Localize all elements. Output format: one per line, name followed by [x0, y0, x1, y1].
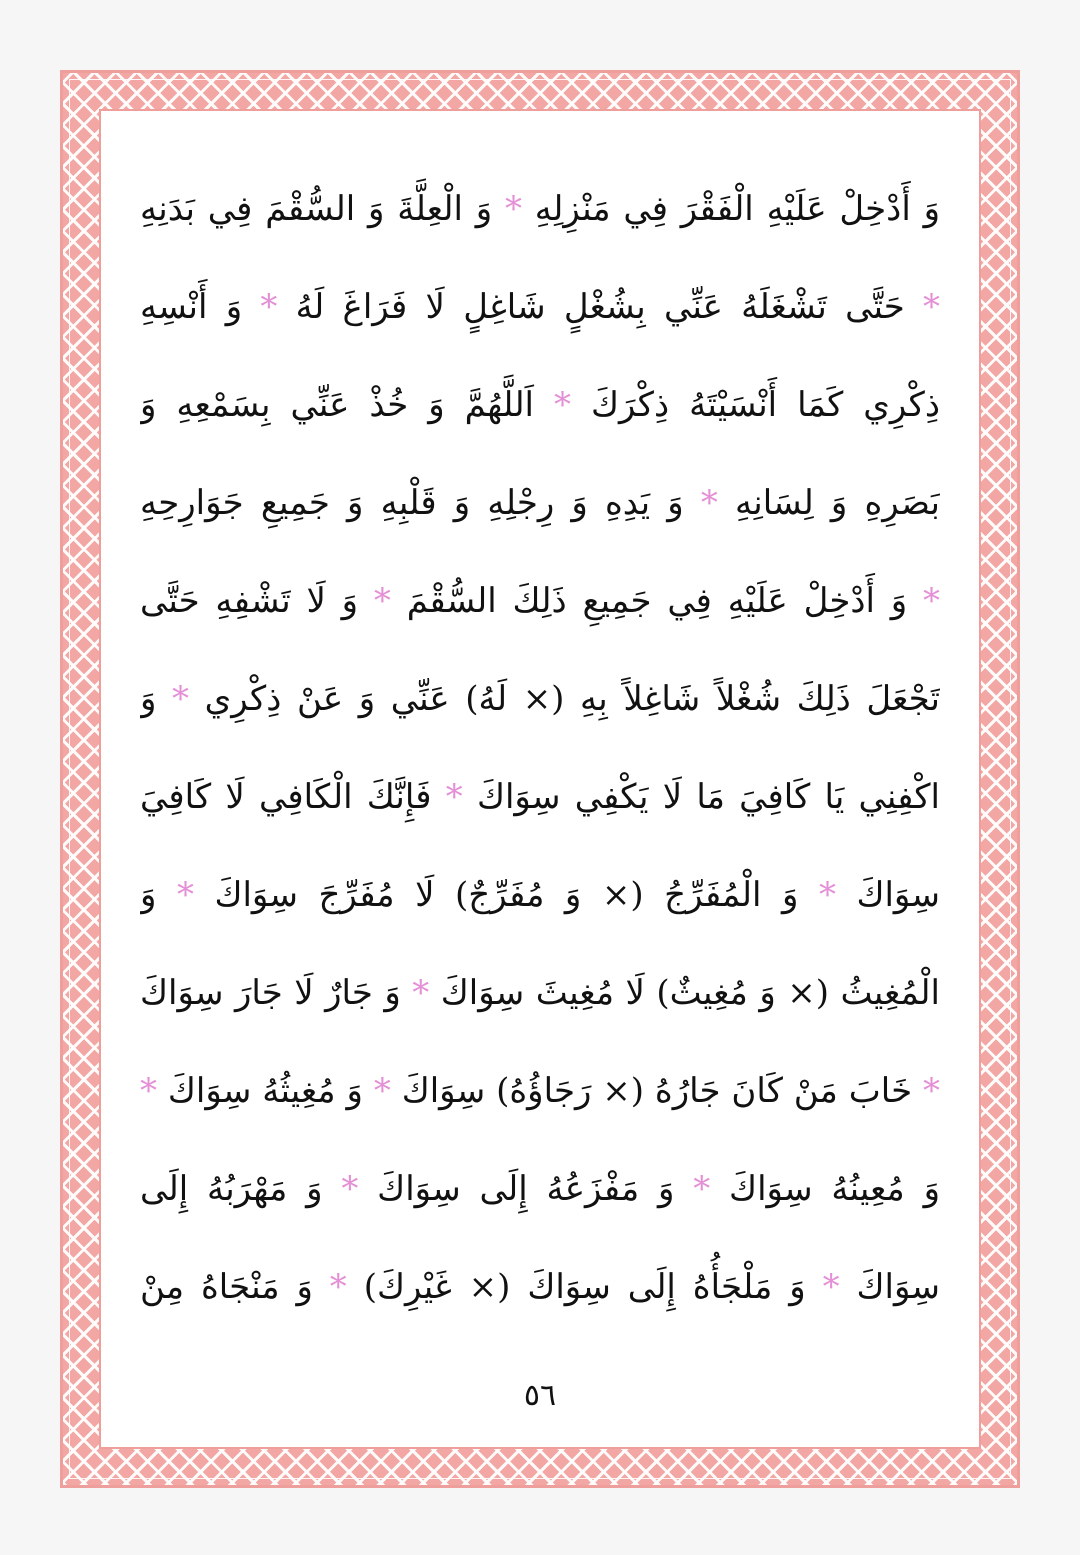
- text-line: الْمُغِيثُ (× وَ مُغِيثٌ) لَا مُغِيثَ سِوَاكَ * وَ جَارٌ لَا جَارَ سِوَاكَ: [140, 973, 940, 1013]
- asterisk-separator: *: [822, 1267, 840, 1307]
- page-number: ٥٦: [523, 1378, 557, 1413]
- text-line: ذِكْرِي كَمَا أَنْسَيْتَهُ ذِكْرَكَ * اَللَّهُمَّ وَ خُذْ عَنِّي بِسَمْعِهِ وَ: [140, 385, 940, 425]
- asterisk-separator: *: [176, 875, 194, 915]
- asterisk-separator: *: [412, 973, 430, 1013]
- text-line: تَجْعَلَ ذَلِكَ شُغْلاً شَاغِلاً بِهِ (× لَهُ) عَنِّي وَ عَنْ ذِكْرِي * وَ: [140, 679, 940, 719]
- asterisk-separator: *: [923, 581, 940, 621]
- text-line: وَ مُعِينُهُ سِوَاكَ * وَ مَفْزَعُهُ إِلَى سِوَاكَ * وَ مَهْرَبُهُ إِلَى: [140, 1169, 940, 1209]
- asterisk-separator: *: [373, 581, 391, 621]
- asterisk-separator: *: [172, 679, 190, 719]
- text-line: اكْفِنِي يَا كَافِيَ مَا لَا يَكْفِي سِوَاكَ * فَإِنَّكَ الْكَافِي لَا كَافِيَ: [140, 777, 940, 817]
- asterisk-separator: *: [260, 287, 278, 327]
- text-line: سِوَاكَ * وَ مَلْجَأُهُ إِلَى سِوَاكَ (× غَيْرِكَ) * وَ مَنْجَاهُ مِنْ: [140, 1267, 940, 1307]
- asterisk-separator: *: [341, 1169, 359, 1209]
- asterisk-separator: *: [923, 1071, 940, 1111]
- text-line: بَصَرِهِ وَ لِسَانِهِ * وَ يَدِهِ وَ رِجْلِهِ وَ قَلْبِهِ وَ جَمِيعِ جَوَارِحِهِ: [140, 483, 940, 523]
- asterisk-separator: *: [329, 1267, 347, 1307]
- text-line: وَ أَدْخِلْ عَلَيْهِ الْفَقْرَ فِي مَنْزِلِهِ * وَ الْعِلَّةَ وَ السُّقْمَ فِي بَدَنِهِ: [140, 189, 940, 229]
- text-line: سِوَاكَ * وَ الْمُفَرِّجُ (× وَ مُفَرِّجٌ) لَا مُفَرِّجَ سِوَاكَ * وَ: [140, 875, 940, 915]
- asterisk-separator: *: [140, 1071, 157, 1111]
- asterisk-separator: *: [504, 189, 522, 229]
- prayer-text: [140, 160, 940, 1336]
- text-line: * وَ أَدْخِلْ عَلَيْهِ فِي جَمِيعِ ذَلِكَ السُّقْمَ * وَ لَا تَشْفِهِ حَتَّى: [140, 581, 940, 621]
- text-line: * حَتَّى تَشْغَلَهُ عَنِّي بِشُغْلٍ شَاغِلٍ لَا فَرَاغَ لَهُ * وَ أَنْسِهِ: [140, 287, 940, 327]
- asterisk-separator: *: [373, 1071, 391, 1111]
- asterisk-separator: *: [445, 777, 463, 817]
- asterisk-separator: *: [554, 385, 572, 425]
- asterisk-separator: *: [923, 287, 940, 327]
- asterisk-separator: *: [693, 1169, 711, 1209]
- text-line: * خَابَ مَنْ كَانَ جَارُهُ (× رَجَاؤُهُ) سِوَاكَ * وَ مُغِيثُهُ سِوَاكَ *: [140, 1071, 940, 1111]
- asterisk-separator: *: [818, 875, 836, 915]
- asterisk-separator: *: [700, 483, 718, 523]
